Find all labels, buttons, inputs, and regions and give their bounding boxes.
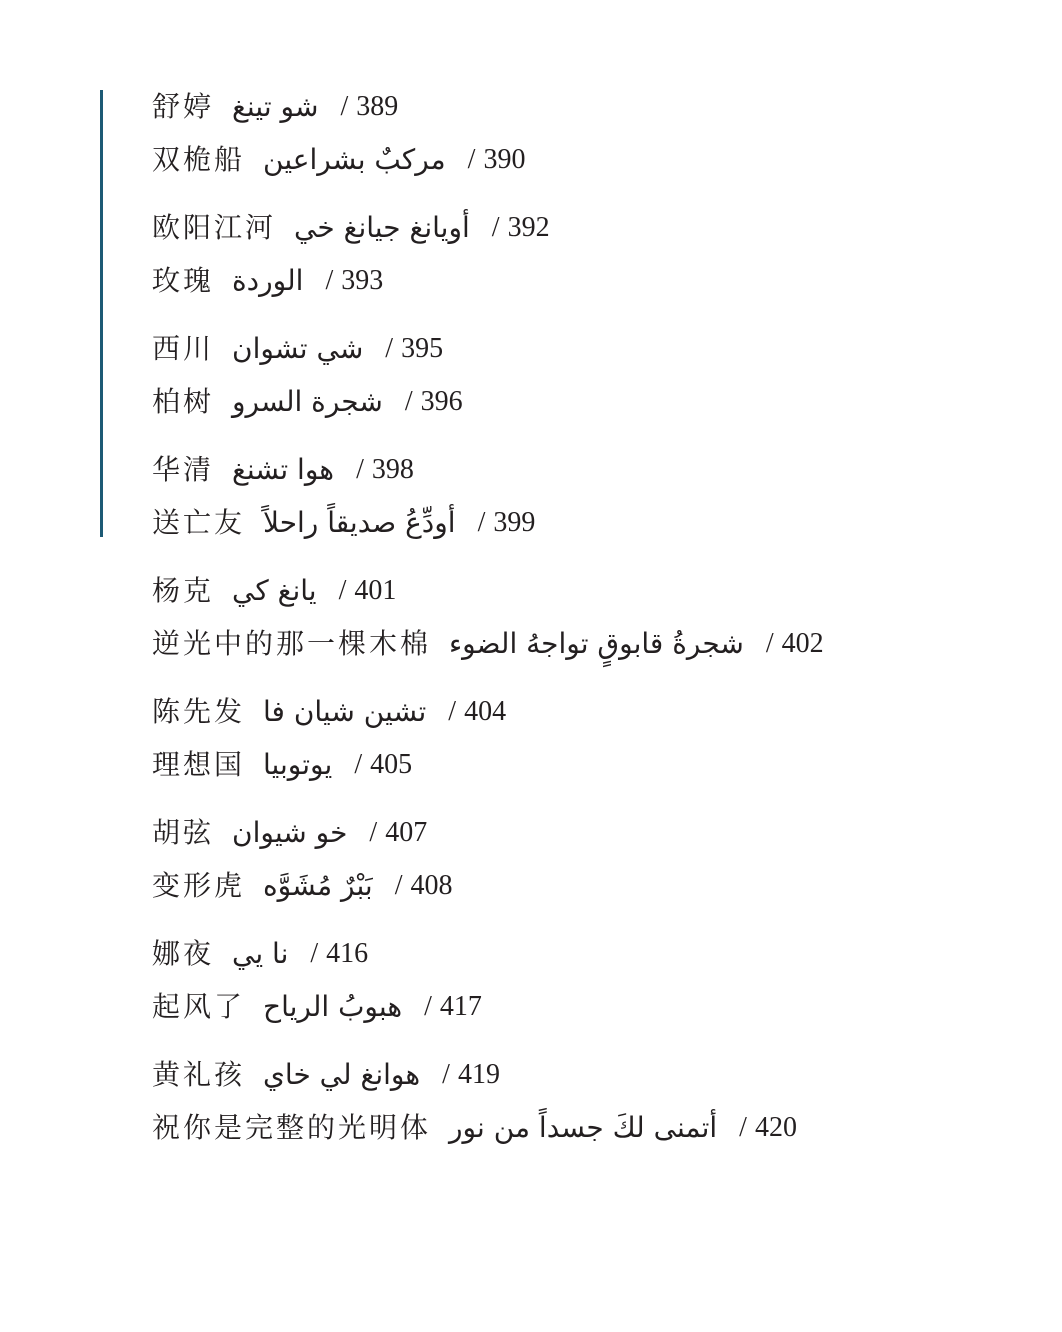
entry-title-ar: شي تشوان bbox=[232, 331, 364, 365]
entry-title-ar: أودِّعُ صديقاً راحلاً bbox=[263, 505, 456, 539]
entry-title-zh: 逆光中的那一棵木棉 bbox=[152, 626, 432, 660]
entry-title-zh: 起风了 bbox=[152, 989, 246, 1023]
entry-title-zh: 变形虎 bbox=[152, 868, 246, 902]
toc-entry[interactable] bbox=[152, 201, 1032, 254]
entry-separator: / bbox=[739, 1111, 747, 1143]
entry-page-number: 398 bbox=[371, 453, 414, 485]
toc-entry[interactable] bbox=[152, 738, 1032, 791]
toc-entry[interactable] bbox=[152, 806, 1032, 859]
entry-separator: / bbox=[338, 574, 347, 606]
entry-title-zh: 欧阳江河 bbox=[152, 210, 277, 244]
entry-page-number: 416 bbox=[326, 937, 369, 969]
entry-title-zh: 柏树 bbox=[152, 384, 215, 418]
entry-page-number: 405 bbox=[370, 748, 413, 780]
entry-title-ar: نا يي bbox=[232, 936, 289, 970]
entry-page-number: 389 bbox=[356, 90, 399, 122]
entry-page-number: 393 bbox=[341, 264, 384, 296]
entry-separator: / bbox=[310, 937, 319, 969]
entry-separator: / bbox=[765, 627, 774, 659]
toc-entry[interactable] bbox=[152, 1101, 1032, 1154]
entry-separator: / bbox=[369, 816, 378, 848]
entry-separator: / bbox=[448, 695, 457, 727]
entry-title-zh: 华清 bbox=[152, 452, 215, 486]
toc-entry[interactable] bbox=[152, 133, 1032, 186]
entry-page-number: 402 bbox=[781, 627, 824, 659]
entry-separator: / bbox=[325, 264, 334, 296]
entry-title-ar: هوانغ لي خاي bbox=[263, 1057, 421, 1091]
entry-title-ar: هوا تشنغ bbox=[232, 452, 335, 486]
entry-page-number: 396 bbox=[420, 385, 463, 417]
entry-page-number: 419 bbox=[457, 1058, 500, 1090]
entry-title-ar: بَبْرٌ مُشَوَّه bbox=[263, 868, 373, 902]
entry-title-ar: شجرة السرو bbox=[232, 384, 383, 418]
toc-entry[interactable] bbox=[152, 443, 1032, 496]
entry-page-number: 417 bbox=[439, 990, 482, 1022]
toc-entry[interactable] bbox=[152, 322, 1032, 375]
entry-separator: / bbox=[491, 211, 500, 243]
entry-title-ar: أتمنى لكَ جسداً من نور bbox=[449, 1110, 718, 1144]
entry-title-ar: خو شيوان bbox=[232, 815, 348, 849]
entry-title-ar: تشين شيان فا bbox=[263, 694, 427, 728]
entry-title-zh: 祝你是完整的光明体 bbox=[152, 1110, 432, 1144]
entry-separator: / bbox=[442, 1058, 450, 1090]
entry-separator: / bbox=[340, 90, 349, 122]
entry-separator: / bbox=[477, 506, 486, 538]
entry-separator: / bbox=[385, 332, 394, 364]
toc-entry[interactable] bbox=[152, 1048, 1032, 1101]
entry-title-ar: أويانغ جيانغ خي bbox=[294, 210, 470, 244]
entry-title-zh: 理想国 bbox=[152, 747, 246, 781]
table-of-contents bbox=[152, 80, 1032, 1154]
entry-title-zh: 送亡友 bbox=[152, 505, 246, 539]
toc-entry[interactable] bbox=[152, 617, 1032, 670]
entry-title-zh: 胡弦 bbox=[152, 815, 215, 849]
toc-entry[interactable] bbox=[152, 927, 1032, 980]
toc-entry[interactable] bbox=[152, 80, 1032, 133]
entry-title-zh: 娜夜 bbox=[152, 936, 215, 970]
toc-entry[interactable] bbox=[152, 496, 1032, 549]
entry-page-number: 420 bbox=[754, 1111, 797, 1143]
entry-title-zh: 西川 bbox=[152, 331, 215, 365]
entry-title-zh: 玫瑰 bbox=[152, 263, 215, 297]
toc-entry[interactable] bbox=[152, 254, 1032, 307]
entry-page-number: 407 bbox=[385, 816, 428, 848]
entry-separator: / bbox=[404, 385, 413, 417]
entry-page-number: 395 bbox=[401, 332, 444, 364]
entry-title-zh: 陈先发 bbox=[152, 694, 246, 728]
toc-entry[interactable] bbox=[152, 685, 1032, 738]
toc-entry[interactable] bbox=[152, 375, 1032, 428]
toc-entry[interactable] bbox=[152, 564, 1032, 617]
entry-title-ar: يانغ كي bbox=[232, 573, 317, 607]
entry-title-zh: 舒婷 bbox=[152, 89, 215, 123]
entry-page-number: 401 bbox=[354, 574, 397, 606]
entry-separator: / bbox=[467, 143, 476, 175]
toc-entry[interactable] bbox=[152, 859, 1032, 912]
entry-title-ar: شو تينغ bbox=[232, 89, 319, 123]
entry-title-ar: الوردة bbox=[232, 263, 304, 297]
entry-title-ar: مركبٌ بشراعين bbox=[263, 142, 446, 176]
entry-title-zh: 双桅船 bbox=[152, 142, 246, 176]
entry-title-ar: هبوبُ الرياح bbox=[263, 989, 403, 1023]
entry-page-number: 404 bbox=[464, 695, 507, 727]
entry-title-zh: 黄礼孩 bbox=[152, 1057, 246, 1091]
entry-separator: / bbox=[394, 869, 403, 901]
entry-separator: / bbox=[424, 990, 432, 1022]
accent-rule bbox=[100, 90, 103, 537]
entry-page-number: 399 bbox=[493, 506, 536, 538]
entry-title-zh: 杨克 bbox=[152, 573, 215, 607]
entry-page-number: 408 bbox=[410, 869, 453, 901]
toc-entry[interactable] bbox=[152, 980, 1032, 1033]
entry-title-ar: شجرةُ قابوقٍ تواجهُ الضوء bbox=[449, 626, 744, 660]
entry-separator: / bbox=[356, 453, 364, 485]
entry-page-number: 392 bbox=[507, 211, 550, 243]
entry-title-ar: يوتوبيا bbox=[263, 747, 333, 781]
entry-page-number: 390 bbox=[483, 143, 526, 175]
entry-separator: / bbox=[354, 748, 363, 780]
